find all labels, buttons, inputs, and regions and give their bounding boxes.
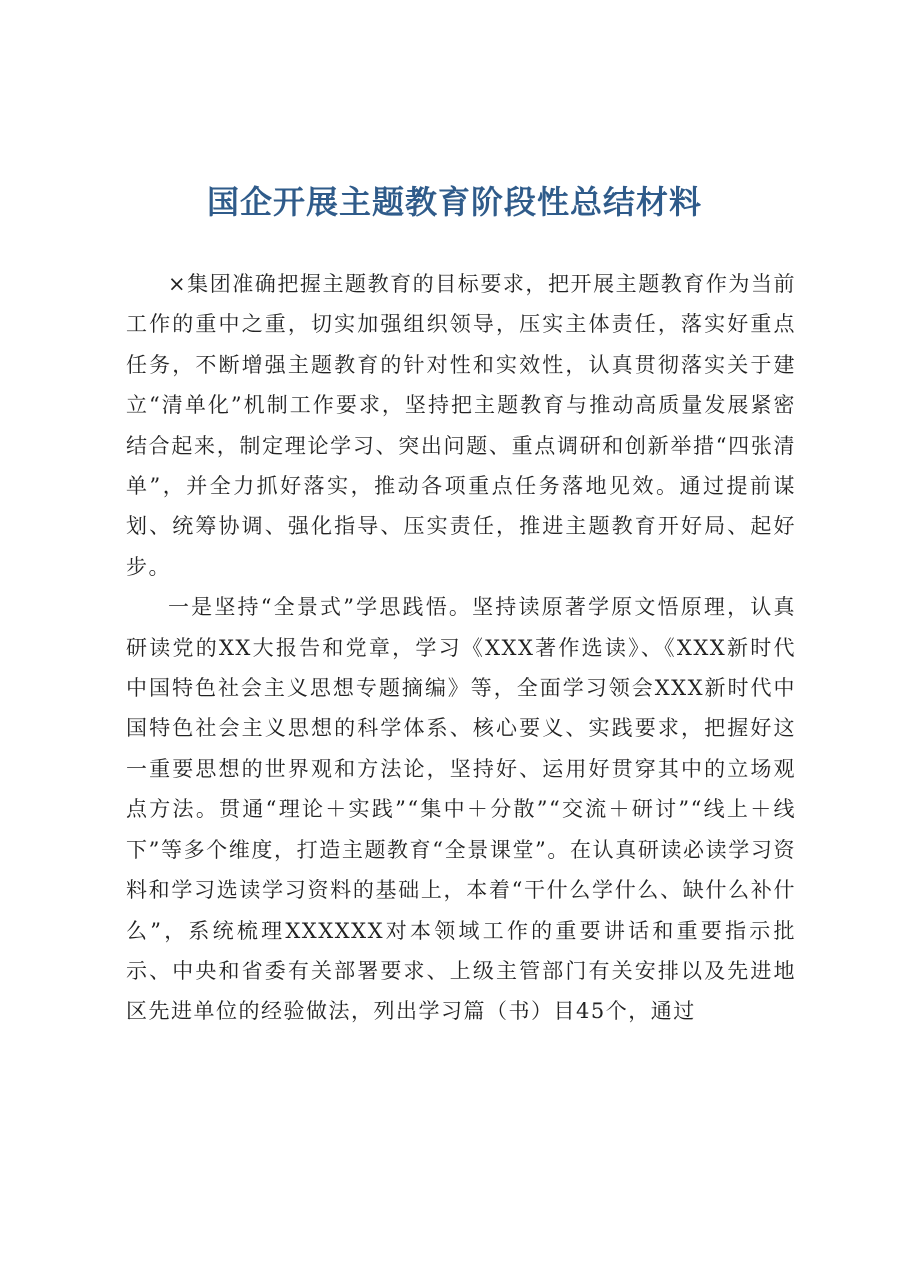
document-body (126, 264, 796, 1032)
paragraph-intro: ×集团准确把握主题教育的目标要求，把开展主题教育作为当前工作的重中之重，切实加强组织领导，压实主体责任，落实好重点任务，不断增强主题教育的针对性和实效性，认真贯彻落实关于建立“清单化”机制工作要求，坚持把主题教育与推动高质量发展紧密结合起来，制定理论学习、突出问题、重点调研和创新举措“四张清单”，并全力抓好落实，推动各项重点任务落地见效。通过提前谋划、统筹协调、强化指导、压实责任，推进主题教育开好局、起好步。 (126, 272, 796, 579)
document-title: 国企开展主题教育阶段性总结材料 (206, 183, 702, 221)
paragraph-point-one: 一是坚持“全景式”学思践悟。坚持读原著学原文悟原理，认真研读党的XX大报告和党章，学习《XXX著作选读》、《XXX新时代中国特色社会主义思想专题摘编》等，全面学习领会XXX新时代中国特色社会主义思想的科学体系、核心要义、实践要求，把握好这一重要思想的世界观和方法论，坚持好、运用好贯穿其中的立场观点方法。贯通“理论＋实践”“集中＋分散”“交流＋研讨”“线上＋线下”等多个维度，打造主题教育“全景课堂”。在认真研读必读学习资料和学习选读学习资料的基础上，本着“干什么学什么、缺什么补什么”，系统梳理XXXXXX对本领域工作的重要讲话和重要指示批示、中央和省委有关部署要求、上级主管部门有关安排以及先进地区先进单位的经验做法，列出学习篇（书）目45个，通过 (126, 595, 796, 1024)
